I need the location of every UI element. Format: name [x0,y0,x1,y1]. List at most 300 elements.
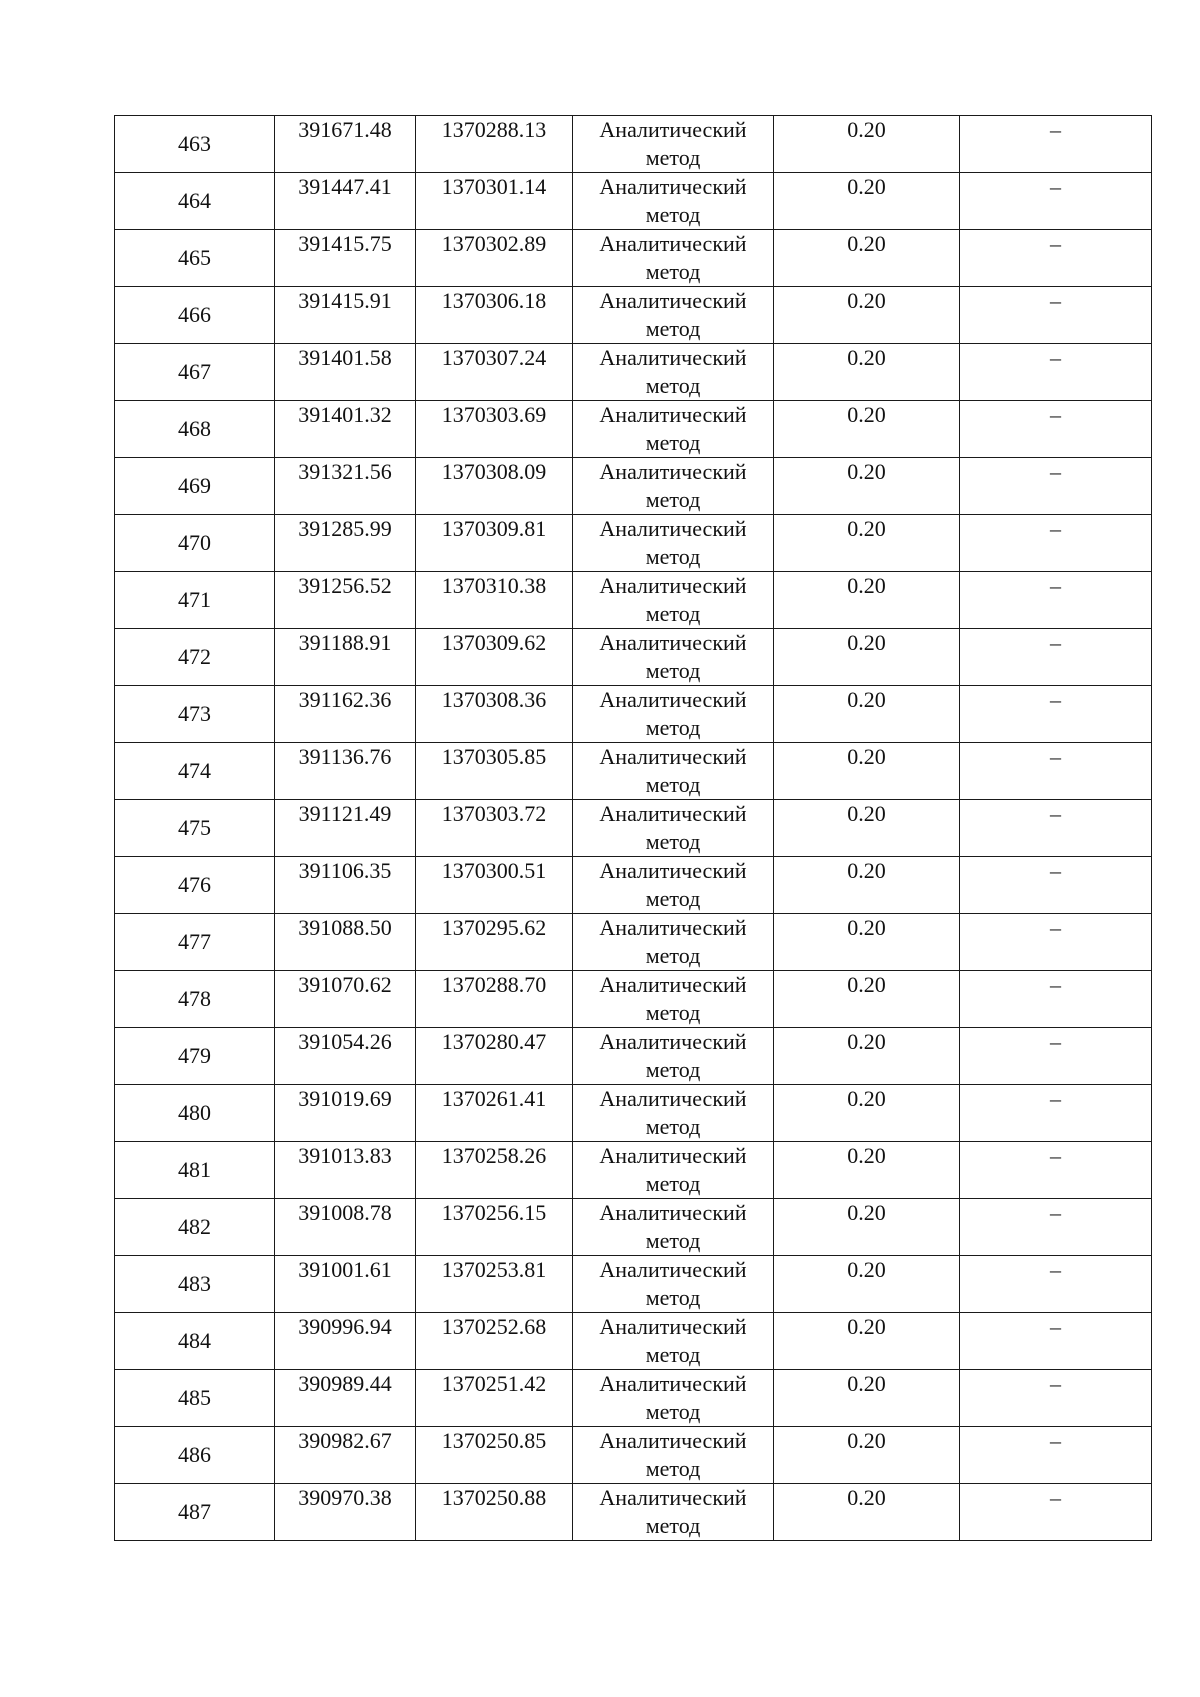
method-line-2: метод [645,1228,701,1253]
note-cell [960,1142,1152,1199]
note-cell [960,287,1152,344]
method-line-2: метод [645,1399,701,1424]
x-coordinate-cell [275,1370,416,1427]
point-number: 476 [178,872,211,897]
point-number-cell [115,1028,275,1085]
y-coordinate-cell [416,629,573,686]
point-number-cell [115,1142,275,1199]
point-number: 484 [178,1328,211,1353]
accuracy-cell [774,1085,960,1142]
point-number: 463 [178,131,211,156]
y-coordinate-cell [416,1256,573,1313]
method-cell [573,857,774,914]
x-coordinate: 391008.78 [298,1200,392,1225]
y-coordinate-cell [416,230,573,287]
accuracy-value: 0.20 [847,573,886,598]
method-cell [573,344,774,401]
accuracy-cell [774,629,960,686]
accuracy-value: 0.20 [847,1086,886,1111]
x-coordinate: 391401.58 [298,345,392,370]
x-coordinate-cell [275,1256,416,1313]
table-row [115,230,1152,287]
y-coordinate: 1370288.70 [441,972,547,997]
accuracy-cell [774,287,960,344]
point-number-cell [115,1427,275,1484]
x-coordinate: 391401.32 [298,402,392,427]
method-cell [573,629,774,686]
x-coordinate: 391088.50 [298,915,392,940]
note-cell [960,857,1152,914]
y-coordinate: 1370250.88 [441,1485,547,1510]
x-coordinate-cell [275,1142,416,1199]
note-value: – [1050,573,1061,598]
x-coordinate: 390996.94 [298,1314,392,1339]
accuracy-value: 0.20 [847,858,886,883]
y-coordinate: 1370253.81 [441,1257,547,1282]
y-coordinate-cell [416,572,573,629]
method-cell [573,800,774,857]
method-line-1: Аналитический [599,345,747,370]
x-coordinate-cell [275,116,416,173]
accuracy-cell [774,116,960,173]
note-cell [960,572,1152,629]
y-coordinate: 1370261.41 [441,1086,547,1111]
accuracy-value: 0.20 [847,744,886,769]
x-coordinate: 391054.26 [298,1029,392,1054]
note-cell [960,1085,1152,1142]
accuracy-cell [774,800,960,857]
point-number: 465 [178,245,211,270]
note-value: – [1050,1029,1061,1054]
point-number: 481 [178,1157,211,1182]
method-line-1: Аналитический [599,1257,747,1282]
accuracy-value: 0.20 [847,1428,886,1453]
note-value: – [1050,1485,1061,1510]
note-cell [960,230,1152,287]
note-value: – [1050,1143,1061,1168]
method-cell [573,458,774,515]
note-cell [960,1370,1152,1427]
point-number: 486 [178,1442,211,1467]
point-number-cell [115,1484,275,1541]
note-cell [960,1427,1152,1484]
note-cell [960,629,1152,686]
point-number-cell [115,401,275,458]
accuracy-value: 0.20 [847,288,886,313]
point-number-cell [115,572,275,629]
point-number-cell [115,173,275,230]
method-line-1: Аналитический [599,687,747,712]
method-line-2: метод [645,316,701,341]
y-coordinate: 1370307.24 [441,345,547,370]
x-coordinate-cell [275,857,416,914]
point-number-cell [115,1199,275,1256]
accuracy-value: 0.20 [847,345,886,370]
method-line-2: метод [645,829,701,854]
y-coordinate: 1370301.14 [441,174,547,199]
method-line-1: Аналитический [599,972,747,997]
y-coordinate-cell [416,1484,573,1541]
point-number-cell [115,857,275,914]
table-row [115,1370,1152,1427]
note-value: – [1050,744,1061,769]
y-coordinate: 1370252.68 [441,1314,547,1339]
note-value: – [1050,459,1061,484]
y-coordinate: 1370258.26 [441,1143,547,1168]
x-coordinate-cell [275,629,416,686]
method-line-2: метод [645,943,701,968]
point-number-cell [115,515,275,572]
note-value: – [1050,1086,1061,1111]
method-line-1: Аналитический [599,402,747,427]
x-coordinate-cell [275,914,416,971]
table-row [115,743,1152,800]
note-value: – [1050,1371,1061,1396]
x-coordinate: 391001.61 [298,1257,392,1282]
x-coordinate-cell [275,1085,416,1142]
y-coordinate-cell [416,686,573,743]
accuracy-cell [774,1427,960,1484]
x-coordinate: 391136.76 [298,744,392,769]
point-number: 472 [178,644,211,669]
x-coordinate: 391447.41 [298,174,392,199]
accuracy-value: 0.20 [847,915,886,940]
y-coordinate-cell [416,515,573,572]
method-line-1: Аналитический [599,288,747,313]
table-row [115,1313,1152,1370]
x-coordinate-cell [275,686,416,743]
point-number: 475 [178,815,211,840]
method-line-1: Аналитический [599,1485,747,1510]
x-coordinate: 390970.38 [298,1485,392,1510]
method-line-2: метод [645,1513,701,1538]
point-number: 473 [178,701,211,726]
method-line-1: Аналитический [599,915,747,940]
method-line-2: метод [645,487,701,512]
x-coordinate: 391106.35 [298,858,392,883]
accuracy-value: 0.20 [847,1485,886,1510]
note-value: – [1050,801,1061,826]
y-coordinate: 1370309.62 [441,630,547,655]
note-value: – [1050,288,1061,313]
table-row [115,458,1152,515]
x-coordinate: 391019.69 [298,1086,392,1111]
point-number: 480 [178,1100,211,1125]
method-line-1: Аналитический [599,744,747,769]
method-line-1: Аналитический [599,573,747,598]
point-number: 468 [178,416,211,441]
y-coordinate-cell [416,1199,573,1256]
y-coordinate-cell [416,1313,573,1370]
accuracy-cell [774,458,960,515]
method-cell [573,515,774,572]
x-coordinate-cell [275,1484,416,1541]
accuracy-cell [774,1142,960,1199]
accuracy-cell [774,1313,960,1370]
x-coordinate: 391013.83 [298,1143,392,1168]
point-number-cell [115,116,275,173]
accuracy-cell [774,1256,960,1313]
method-line-2: метод [645,430,701,455]
method-line-2: метод [645,658,701,683]
x-coordinate: 391070.62 [298,972,392,997]
x-coordinate-cell [275,1199,416,1256]
y-coordinate-cell [416,1370,573,1427]
accuracy-cell [774,401,960,458]
table-row [115,1142,1152,1199]
table-row [115,287,1152,344]
x-coordinate-cell [275,800,416,857]
y-coordinate-cell [416,971,573,1028]
method-line-1: Аналитический [599,801,747,826]
x-coordinate: 391415.91 [298,288,392,313]
note-value: – [1050,345,1061,370]
point-number-cell [115,686,275,743]
method-cell [573,1313,774,1370]
method-cell [573,1484,774,1541]
x-coordinate: 391162.36 [298,687,392,712]
method-line-1: Аналитический [599,1200,747,1225]
note-value: – [1050,858,1061,883]
x-coordinate: 391285.99 [298,516,392,541]
table-row [115,1484,1152,1541]
y-coordinate-cell [416,800,573,857]
method-line-2: метод [645,1171,701,1196]
accuracy-value: 0.20 [847,630,886,655]
note-cell [960,458,1152,515]
table-row [115,116,1152,173]
method-cell [573,1256,774,1313]
method-cell [573,572,774,629]
table-row [115,1028,1152,1085]
point-number: 482 [178,1214,211,1239]
method-line-2: метод [645,544,701,569]
table-row [115,686,1152,743]
method-cell [573,173,774,230]
method-line-2: метод [645,1000,701,1025]
method-cell [573,401,774,458]
point-number: 485 [178,1385,211,1410]
table-row [115,1199,1152,1256]
accuracy-value: 0.20 [847,1257,886,1282]
x-coordinate-cell [275,572,416,629]
accuracy-value: 0.20 [847,117,886,142]
note-cell [960,1313,1152,1370]
accuracy-cell [774,230,960,287]
coordinates-table-body [115,116,1152,1541]
point-number: 466 [178,302,211,327]
y-coordinate: 1370303.72 [441,801,547,826]
method-cell [573,116,774,173]
y-coordinate: 1370251.42 [441,1371,547,1396]
method-line-1: Аналитический [599,1371,747,1396]
method-line-1: Аналитический [599,1143,747,1168]
x-coordinate-cell [275,1427,416,1484]
method-line-2: метод [645,772,701,797]
method-cell [573,914,774,971]
point-number-cell [115,971,275,1028]
note-cell [960,1028,1152,1085]
note-value: – [1050,402,1061,427]
accuracy-value: 0.20 [847,174,886,199]
x-coordinate-cell [275,344,416,401]
method-line-1: Аналитический [599,516,747,541]
accuracy-cell [774,1370,960,1427]
note-cell [960,686,1152,743]
x-coordinate: 391188.91 [298,630,392,655]
method-line-1: Аналитический [599,630,747,655]
note-value: – [1050,1200,1061,1225]
method-line-2: метод [645,145,701,170]
method-line-2: метод [645,601,701,626]
y-coordinate: 1370300.51 [441,858,547,883]
y-coordinate: 1370303.69 [441,402,547,427]
y-coordinate: 1370280.47 [441,1029,547,1054]
y-coordinate-cell [416,1427,573,1484]
accuracy-cell [774,1484,960,1541]
y-coordinate-cell [416,857,573,914]
accuracy-cell [774,857,960,914]
accuracy-cell [774,686,960,743]
note-cell [960,1256,1152,1313]
note-cell [960,344,1152,401]
accuracy-cell [774,572,960,629]
x-coordinate: 391321.56 [298,459,392,484]
x-coordinate: 391415.75 [298,231,392,256]
point-number: 474 [178,758,211,783]
x-coordinate-cell [275,230,416,287]
y-coordinate: 1370310.38 [441,573,547,598]
method-line-2: метод [645,1456,701,1481]
method-line-1: Аналитический [599,1086,747,1111]
x-coordinate: 391671.48 [298,117,392,142]
table-row [115,1427,1152,1484]
point-number: 478 [178,986,211,1011]
method-line-2: метод [645,1285,701,1310]
note-cell [960,800,1152,857]
note-cell [960,1199,1152,1256]
accuracy-cell [774,1199,960,1256]
method-cell [573,1142,774,1199]
accuracy-cell [774,971,960,1028]
point-number: 483 [178,1271,211,1296]
accuracy-value: 0.20 [847,231,886,256]
note-value: – [1050,915,1061,940]
method-cell [573,1028,774,1085]
y-coordinate-cell [416,743,573,800]
accuracy-value: 0.20 [847,459,886,484]
point-number-cell [115,800,275,857]
point-number: 479 [178,1043,211,1068]
note-cell [960,914,1152,971]
table-row [115,857,1152,914]
y-coordinate: 1370309.81 [441,516,547,541]
point-number-cell [115,1256,275,1313]
method-cell [573,1199,774,1256]
method-line-1: Аналитический [599,174,747,199]
x-coordinate-cell [275,743,416,800]
y-coordinate-cell [416,401,573,458]
accuracy-value: 0.20 [847,801,886,826]
note-value: – [1050,687,1061,712]
note-cell [960,401,1152,458]
method-line-2: метод [645,373,701,398]
point-number: 477 [178,929,211,954]
x-coordinate-cell [275,173,416,230]
method-cell [573,686,774,743]
note-value: – [1050,1428,1061,1453]
method-line-1: Аналитический [599,117,747,142]
note-value: – [1050,174,1061,199]
method-cell [573,287,774,344]
coordinates-table [114,115,1152,1541]
table-row [115,971,1152,1028]
note-value: – [1050,516,1061,541]
point-number-cell [115,1085,275,1142]
y-coordinate-cell [416,914,573,971]
x-coordinate-cell [275,515,416,572]
method-line-1: Аналитический [599,459,747,484]
method-line-1: Аналитический [599,858,747,883]
accuracy-cell [774,173,960,230]
table-row [115,914,1152,971]
y-coordinate-cell [416,344,573,401]
x-coordinate-cell [275,287,416,344]
note-cell [960,515,1152,572]
y-coordinate: 1370288.13 [441,117,547,142]
accuracy-value: 0.20 [847,972,886,997]
point-number-cell [115,344,275,401]
y-coordinate-cell [416,1085,573,1142]
note-cell [960,173,1152,230]
method-cell [573,230,774,287]
point-number: 470 [178,530,211,555]
x-coordinate: 391121.49 [298,801,392,826]
method-line-2: метод [645,1342,701,1367]
point-number-cell [115,1313,275,1370]
point-number: 469 [178,473,211,498]
note-cell [960,743,1152,800]
x-coordinate-cell [275,1028,416,1085]
point-number-cell [115,743,275,800]
accuracy-value: 0.20 [847,1029,886,1054]
note-value: – [1050,1314,1061,1339]
note-cell [960,971,1152,1028]
accuracy-cell [774,344,960,401]
table-row [115,1256,1152,1313]
note-value: – [1050,231,1061,256]
table-row [115,515,1152,572]
point-number-cell [115,287,275,344]
x-coordinate-cell [275,971,416,1028]
method-cell [573,743,774,800]
point-number: 467 [178,359,211,384]
point-number-cell [115,458,275,515]
note-value: – [1050,630,1061,655]
y-coordinate-cell [416,173,573,230]
accuracy-value: 0.20 [847,1200,886,1225]
y-coordinate-cell [416,1142,573,1199]
table-row [115,173,1152,230]
accuracy-value: 0.20 [847,1143,886,1168]
accuracy-value: 0.20 [847,402,886,427]
note-cell [960,116,1152,173]
y-coordinate-cell [416,287,573,344]
point-number-cell [115,629,275,686]
x-coordinate-cell [275,1313,416,1370]
method-line-1: Аналитический [599,1029,747,1054]
method-line-2: метод [645,1114,701,1139]
